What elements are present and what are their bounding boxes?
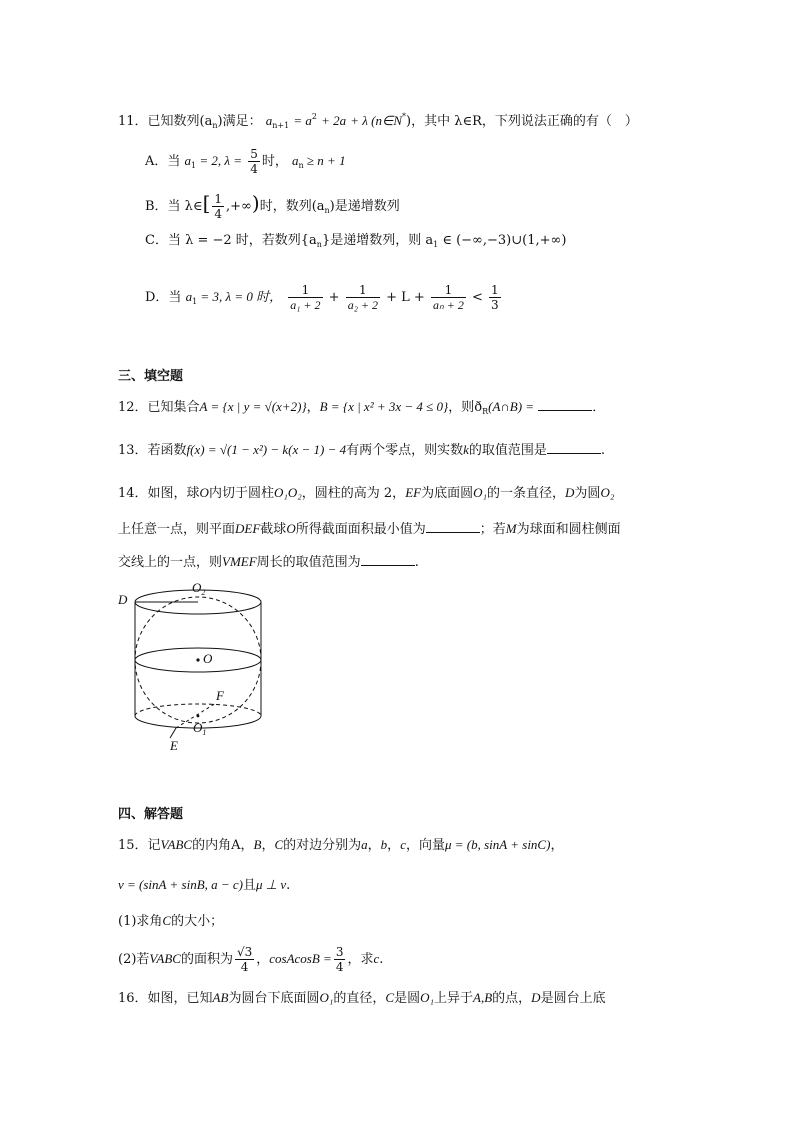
math: + L + xyxy=(386,290,425,305)
math: VABC xyxy=(149,951,181,966)
math: D xyxy=(565,485,575,500)
text: )是递增数列 xyxy=(329,199,400,214)
math: cosAcosB = xyxy=(269,951,332,966)
text: 所得截面面积最小值为 xyxy=(295,522,426,537)
text: 且 xyxy=(243,878,257,893)
math: C xyxy=(274,837,284,852)
q11-rec-sup: * xyxy=(402,112,407,121)
math: b xyxy=(380,837,388,852)
math-sub: R xyxy=(482,407,489,416)
answer-blank[interactable] xyxy=(547,441,601,454)
text: ， xyxy=(550,838,564,853)
text: ， xyxy=(256,952,270,967)
math: B = {x | x² + 3x − 4 ≤ 0} xyxy=(319,399,449,414)
math: O₂ xyxy=(600,485,615,500)
label-O: O xyxy=(203,651,213,666)
math: O xyxy=(199,485,209,500)
q15-line2 xyxy=(118,876,290,895)
math: O₁ xyxy=(420,990,434,1005)
text: 内切于圆柱 xyxy=(208,486,274,501)
math: A = {x | y = √(x+2)} xyxy=(199,399,307,414)
text: ， xyxy=(240,838,254,853)
math: O₁ xyxy=(473,485,488,500)
label-E: E xyxy=(170,738,178,753)
math: C xyxy=(385,990,395,1005)
text: . xyxy=(379,952,384,967)
math: DEF xyxy=(235,521,261,536)
text: 15．记 xyxy=(118,838,161,853)
text: ，则 xyxy=(448,400,475,415)
text: 为底面圆 xyxy=(421,486,474,501)
math: D xyxy=(531,990,541,1005)
math: = 2, λ = xyxy=(196,153,243,168)
q11-rec-sup: 2 xyxy=(311,112,317,121)
math: M xyxy=(505,521,517,536)
label-O2: $O_2$ xyxy=(192,580,206,597)
math: C xyxy=(162,913,172,928)
text: 为球面和圆柱侧面 xyxy=(516,522,621,537)
fraction: $\frac{1}{\text{aₙ + 2}}$ xyxy=(432,283,464,312)
text: C．当 λ = −2 时，若数列{a xyxy=(145,233,317,248)
q11-stem xyxy=(118,108,638,135)
q11-option-a: A．当 $a_1 = 2$, λ = $\frac{5}{4}$ 时， $a_n \ge n + 1$ xyxy=(145,147,346,176)
answer-blank[interactable] xyxy=(538,398,592,411)
option-label: D．当 xyxy=(145,290,182,305)
text: 的点， xyxy=(492,991,532,1006)
q14-line1 xyxy=(118,484,614,503)
label-D: D xyxy=(118,592,128,607)
math: ∈ (−∞,−3)∪(1,+∞) xyxy=(438,233,567,248)
q11-option-c: C．当 λ = −2 时，若数列$\{a_n\}$是递增数列，则 $a_1$ ∈ (−∞,−3)∪(1,+∞) xyxy=(145,233,567,249)
q11-option-d: D．当 $a_1 = 3$, λ = 0 时， $\frac{1}{\text{a₁ + 2}}$ + $\frac{1}{\text{a₂ + 2}}$ + L + $\frac{1}{\text{aₙ + 2}}$ < $\frac{1}{3}$ xyxy=(145,283,499,312)
option-label: B．当 λ∈ xyxy=(145,199,203,214)
q11-rec: = a xyxy=(293,113,312,128)
q11-rec: a xyxy=(265,113,273,128)
text: ；若 xyxy=(479,522,506,537)
option-label: A．当 xyxy=(145,154,181,169)
q11-rec: + λ (n∈N xyxy=(350,113,403,128)
math: ≥ n + 1 xyxy=(303,153,346,168)
math: O xyxy=(286,521,296,536)
q15-part2 xyxy=(118,944,383,975)
text: ，圆柱的高为 2， xyxy=(301,486,406,501)
text: 有两个零点，则实数 xyxy=(346,443,464,458)
text: 的一条直径， xyxy=(487,486,566,501)
math: = 3, λ = 0 时， xyxy=(197,289,283,304)
math: c xyxy=(373,951,380,966)
text: 时，数列(a xyxy=(259,199,325,214)
fraction: $\frac{3}{4}$ xyxy=(335,945,344,974)
math: VMEF xyxy=(222,554,257,569)
answer-blank[interactable] xyxy=(361,553,415,566)
math: μ = (b, sinA + sinC) xyxy=(444,837,551,852)
q11-text: )满足： xyxy=(217,114,262,129)
fraction: $\frac{√3}{4}$ xyxy=(236,945,253,974)
section-title-solutions: 四、解答题 xyxy=(118,807,184,822)
text: . xyxy=(286,878,291,893)
text: 截球 xyxy=(260,522,287,537)
text: 的直径， xyxy=(333,991,386,1006)
text: 是圆 xyxy=(394,991,421,1006)
math: < xyxy=(471,290,483,305)
text: ，求 xyxy=(347,952,374,967)
math: a xyxy=(185,289,193,304)
fraction: $\frac{1}{\text{a₁ + 2}}$ xyxy=(290,283,321,312)
math: ð xyxy=(474,400,483,415)
q14-line2 xyxy=(118,520,621,539)
math: μ ⊥ v xyxy=(256,877,287,892)
q15-line1 xyxy=(118,836,563,855)
q11-rec: + 2a xyxy=(321,113,347,128)
text: }是递增数列，则 a xyxy=(321,233,434,248)
text: 交线上的一点，则 xyxy=(118,555,223,570)
fraction: $\frac{1}{4}$ xyxy=(214,192,223,221)
text: 上异于 xyxy=(434,991,474,1006)
math: v = (sinA + sinB, a − c) xyxy=(118,877,244,892)
math: AB xyxy=(212,990,229,1005)
text: 是圆台上底 xyxy=(540,991,606,1006)
math: VABC xyxy=(160,837,193,852)
fraction: $\frac{1}{\text{a₂ + 2}}$ xyxy=(347,283,378,312)
math: O₁O₂ xyxy=(273,485,302,500)
text: ， xyxy=(306,400,320,415)
label-O1: $O_1$ xyxy=(193,720,207,737)
text: 14．如图，球 xyxy=(118,486,200,501)
text: 为圆台下底面圆 xyxy=(228,991,320,1006)
text: (2)若 xyxy=(118,952,150,967)
text: 的面积为 xyxy=(180,952,233,967)
fraction: $\frac{5}{4}$ xyxy=(250,147,258,176)
math: A,B xyxy=(473,990,493,1005)
section-title-fill-in: 三、填空题 xyxy=(118,369,184,384)
text: 16．如图，已知 xyxy=(118,991,213,1006)
math: EF xyxy=(405,485,422,500)
text: . xyxy=(414,555,419,570)
q13 xyxy=(118,441,605,460)
q15-part1 xyxy=(118,912,223,931)
text: 12．已知集合 xyxy=(118,400,200,415)
text: 为圆 xyxy=(574,486,601,501)
text: ． xyxy=(592,400,606,415)
math: B xyxy=(253,837,262,852)
text: ， xyxy=(261,838,275,853)
math: O₁ xyxy=(319,990,334,1005)
text: 上任意一点，则平面 xyxy=(118,522,236,537)
math: A xyxy=(231,838,241,853)
text: 时， xyxy=(261,154,288,169)
math: (A∩B) = xyxy=(488,399,535,414)
q11-seq-sub: n xyxy=(212,121,218,130)
q12 xyxy=(118,398,605,421)
q11-option-b: B．当 λ∈[ $\frac{1}{4}$ ,+∞)时，数列$(a_n)$是递增数列 xyxy=(145,191,400,221)
text: 的取值范围是 xyxy=(468,443,547,458)
q11-text: )，其中 λ∈R，下列说法正确的有（ ） xyxy=(406,114,638,129)
text: 13．若函数 xyxy=(118,443,187,458)
math: a xyxy=(361,837,368,852)
text: . xyxy=(600,443,606,458)
fraction: $\frac{1}{3}$ xyxy=(491,283,499,312)
math: ,+∞ xyxy=(226,199,252,214)
text: 的内角 xyxy=(192,838,232,853)
text: ， xyxy=(387,838,401,853)
text: 的大小； xyxy=(171,914,224,929)
answer-blank[interactable] xyxy=(426,520,480,533)
q14-line3 xyxy=(118,553,419,572)
math: a xyxy=(292,153,299,168)
q11-text: 11．已知数列 xyxy=(118,114,200,129)
math: a xyxy=(184,153,192,168)
math: f(x) = √(1 − x²) − k(x − 1) − 4 xyxy=(186,442,347,457)
text: ，向量 xyxy=(405,838,445,853)
math: k xyxy=(463,442,469,457)
q11-seq: (a xyxy=(199,114,213,129)
math: c xyxy=(400,837,406,852)
cylinder-sphere-figure xyxy=(112,580,277,760)
text: (1)求角 xyxy=(118,914,163,929)
text: 的对边分别为 xyxy=(283,838,362,853)
text: 周长的取值范围为 xyxy=(256,555,361,570)
label-F: F xyxy=(216,688,224,703)
q11-rec-sub: n+1 xyxy=(272,121,290,130)
text: ， xyxy=(367,838,381,853)
q16 xyxy=(118,989,606,1008)
